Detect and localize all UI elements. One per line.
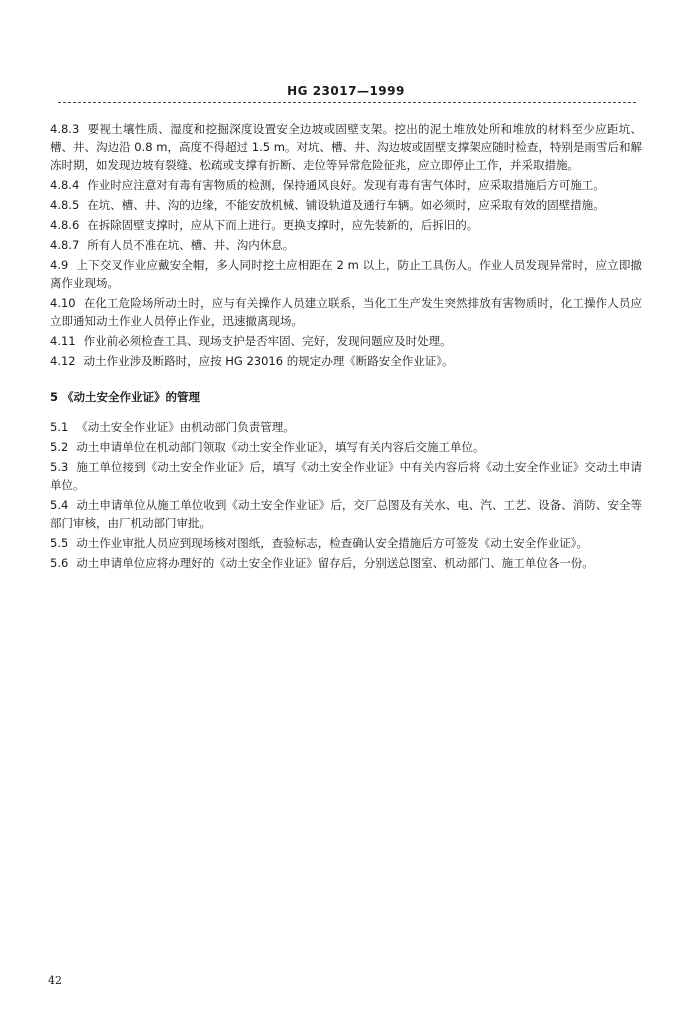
clause	[50, 438, 642, 456]
section-title: 5 《动土安全作业证》的管理	[50, 390, 201, 404]
clause-number: 4.8.6	[50, 218, 80, 232]
clause-text: 所有人员不准在坑、槽、井、沟内休息。	[87, 238, 295, 252]
clause-number: 4.8.7	[50, 238, 80, 252]
clause	[50, 120, 642, 174]
clause	[50, 458, 642, 494]
clause-number: 5.6	[50, 556, 69, 570]
clause	[50, 332, 642, 350]
clause-number: 5.1	[50, 420, 69, 434]
clause	[50, 534, 642, 552]
clause-text: 在化工危险场所动土时，应与有关操作人员建立联系，当化工生产发生突然排放有害物质时，化工操作人员应立即通知动土作业人员停止作业，迅速撤离现场。	[50, 296, 642, 328]
clause-text: 动土申请单位应将办理好的《动土安全作业证》留存后，分别送总图室、机动部门、施工单位各一份。	[76, 556, 594, 570]
clause	[50, 176, 642, 194]
clause-text: 《动土安全作业证》由机动部门负责管理。	[76, 420, 295, 434]
section-4-items	[50, 120, 642, 370]
clause-number: 5.5	[50, 536, 69, 550]
clause-number: 4.9	[50, 258, 69, 272]
clause	[50, 196, 642, 214]
clause	[50, 294, 642, 330]
clause-number: 4.8.4	[50, 178, 80, 192]
clause-number: 5.2	[50, 440, 69, 454]
clause	[50, 352, 642, 370]
clause-text: 要视土壤性质、湿度和挖掘深度设置安全边坡或固壁支架。挖出的泥土堆放处所和堆放的材料至少应距坑、槽、井、沟边沿 0.8 m，高度不得超过 1.5 m。对坑、槽、井、沟边坡或固壁支撑架应随时检查，特别是雨雪后和解冻时期，如发现边坡有裂缝、松疏或支撑有折断、走位等异常危险征兆，应立即停止工作，并采取措施。	[50, 122, 642, 172]
clause-number: 4.12	[50, 354, 76, 368]
page-header: HG 23017—1999	[287, 84, 405, 98]
clause-text: 在拆除固壁支撑时，应从下而上进行。更换支撑时，应先装新的，后拆旧的。	[87, 218, 479, 232]
clause-text: 动土申请单位从施工单位收到《动土安全作业证》后，交厂总图及有关水、电、汽、工艺、设备、消防、安全等部门审核，由厂机动部门审批。	[50, 498, 642, 530]
page-number: 42	[48, 974, 62, 987]
clause-text: 作业时应注意对有毒有害物质的检测，保持通风良好。发现有毒有害气体时，应采取措施后方可施工。	[87, 178, 605, 192]
clause-number: 4.8.5	[50, 198, 80, 212]
clause	[50, 216, 642, 234]
clause	[50, 418, 642, 436]
clause-number: 4.8.3	[50, 122, 80, 136]
clause-text: 上下交叉作业应戴安全帽，多人同时挖土应相距在 2 m 以上，防止工具伤人。作业人员发现异常时，应立即撤离作业现场。	[50, 258, 642, 290]
clause-text: 施工单位接到《动土安全作业证》后，填写《动土安全作业证》中有关内容后将《动土安全作业证》交动土申请单位。	[50, 460, 642, 492]
clause-text: 动土作业涉及断路时，应按 HG 23016 的规定办理《断路安全作业证》。	[83, 354, 454, 368]
clause-number: 5.4	[50, 498, 69, 512]
section-5-items	[50, 418, 642, 572]
clause	[50, 236, 642, 254]
clause	[50, 256, 642, 292]
header-rule	[58, 102, 636, 103]
clause-text: 动土申请单位在机动部门领取《动土安全作业证》，填写有关内容后交施工单位。	[76, 440, 485, 454]
clause-number: 5.3	[50, 460, 69, 474]
clause	[50, 554, 642, 572]
clause-number: 4.10	[50, 296, 76, 310]
clause	[50, 496, 642, 532]
clause-text: 动土作业审批人员应到现场核对图纸，查验标志，检查确认安全措施后方可签发《动土安全作业证》。	[76, 536, 589, 550]
clause-text: 在坑、槽、井、沟的边缘，不能安放机械、铺设轨道及通行车辆。如必须时，应采取有效的固壁措施。	[87, 198, 605, 212]
clause-text: 作业前必须检查工具、现场支护是否牢固、完好，发现问题应及时处理。	[83, 334, 452, 348]
clause-number: 4.11	[50, 334, 76, 348]
document-body	[50, 120, 642, 574]
